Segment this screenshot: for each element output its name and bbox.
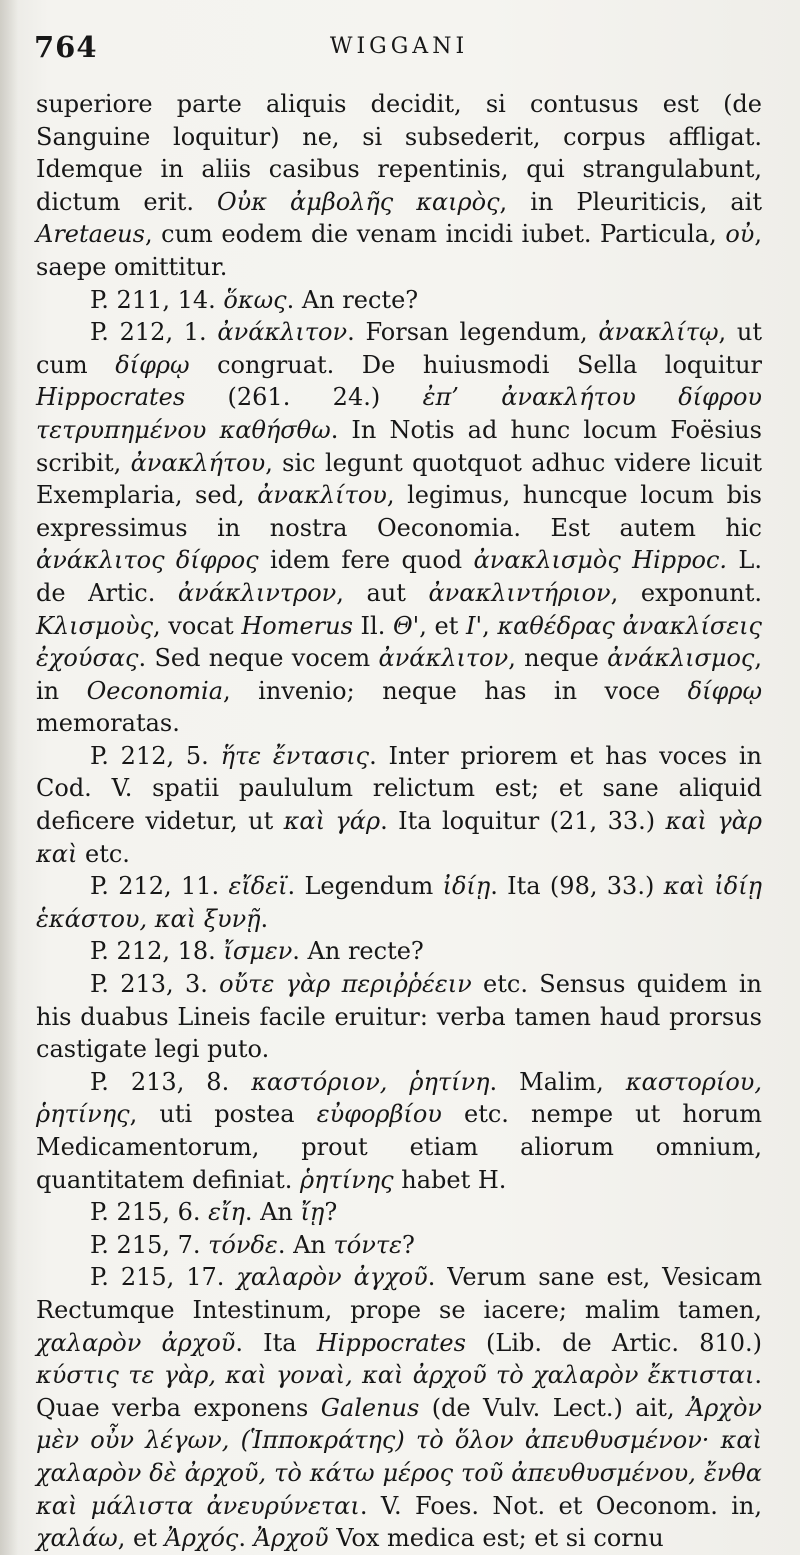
greek-term: ἀνάκλιτον [217,318,348,347]
text-run: , saepe omittitur. [36,220,762,281]
text-run: . Legendum [287,872,443,901]
text-run: (261. 24.) [185,383,423,412]
text-run [209,742,221,770]
page-line-reference: P. 211, 14. [90,285,216,314]
text-run: etc. nempe ut horum Medicamentorum, prout etiam aliorum omnium, quantitatem definiat. [36,1100,762,1194]
text-run [224,1263,236,1291]
page-line-reference: P. 212, 18. [90,937,216,966]
page-line-reference: P. 213, 3. [90,970,208,999]
text-run [201,1231,209,1259]
annotation-paragraph [36,870,762,935]
greek-term: τόντε [333,1230,402,1259]
text-run: , invenio; neque has in voce [223,676,688,705]
page-header [34,30,764,70]
page-line-reference: P. 212, 1. [90,318,207,347]
text-run: Vox medica est; et si cornu [328,1524,664,1553]
text-run: etc. [77,839,130,868]
text-run: . An recte? [292,937,424,966]
author-name: Hippocrates [36,383,186,412]
body-text [36,88,762,1555]
annotation-paragraph [36,1229,762,1262]
text-run: , legimus, huncque locum bis expressimus in nostra Oeconomia. Est autem hic [36,481,762,542]
greek-term: ἀνακλίτου [257,481,387,510]
text-run: . In Notis ad hunc locum Foësius scribit, [36,415,763,477]
text-run: . An [277,1230,334,1259]
greek-term: ἰδίῃ [442,872,491,901]
text-run: . Sed neque vocem [138,644,379,673]
text-run: idem fere quod [258,546,474,575]
text-run: (de Vulv. Lect.) ait, [419,1393,687,1422]
greek-term: ἀνακλισμὸς [473,546,621,575]
annotation-paragraph [36,968,762,1066]
greek-term: οὐ [725,220,755,249]
text-run [621,546,632,574]
greek-term: ἴῃ [300,1198,325,1227]
text-run: . Ita (98, 33.) [490,872,664,901]
text-run: congruat. De huiusmodi Sella loquitur [189,350,762,379]
page-line-reference: P. 212, 11. [90,872,220,901]
greek-term: δίφρῳ [115,350,190,379]
greek-term: ἴσμεν [223,937,293,966]
text-run: , sic legunt quotquot adhuc videre licuit Exemplaria, sed, [36,448,762,510]
greek-term: ἀνάκλιτον [378,644,509,673]
page-number: 764 [34,30,98,64]
annotation-paragraph [36,284,762,317]
continued-paragraph [36,88,762,284]
author-name: Galenus [320,1393,420,1422]
page-line-reference: P. 212, 5. [90,741,209,770]
text-run: , cum eodem die venam incidi iubet. Particula, [144,220,726,249]
text-run: , in Pleuriticis, ait [499,187,762,216]
text-run: superiore parte aliquis decidit, si contusus est (de Sanguine loquitur) ne, si subsederit, corpus affligat. Idemque in aliis casibus repentinis, qui strangulabunt, dictum erit. [36,90,762,216]
greek-term: ῥητίνης [300,1165,394,1194]
greek-term: χαλαρὸν ἀρχοῦ [36,1328,236,1357]
text-run: . Malim, [489,1067,626,1096]
greek-term: καστορίου, ῥητίνης [36,1067,762,1129]
text-run: , exponunt. [610,578,763,607]
text-run: etc. Sensus quidem in his duabus Lineis facile eruitur: verba tamen haud prorsus castigate legi puto. [36,970,762,1064]
text-run: habet H. [393,1165,507,1194]
text-run: , aut [336,578,429,607]
greek-term: κύστις τε γὰρ, καὶ γοναὶ, καὶ ἀρχοῦ τὸ χαλαρὸν ἔκτισται [36,1361,755,1390]
greek-term: Ἀρχὸν μὲν οὖν λέγων, (Ἱπποκράτης) τὸ ὅλον ἀπευθυσμένον· καὶ χαλαρὸν δὲ ἀρχοῦ, τὸ κάτω μέρος τοῦ ἀπευθυσμένου, ἔνθα καὶ μάλιστα ἀνευρύνεται [36,1393,762,1520]
greek-term: δίφρῳ [687,676,763,705]
text-run: , et [117,1524,165,1553]
text-run [229,1068,251,1096]
greek-term: ἥτε ἔντασις [220,741,370,770]
text-run: ', [475,611,498,640]
running-head: WIGGANI [329,34,469,59]
text-run: . An [244,1198,301,1227]
text-run [219,872,228,900]
text-run: L. de Artic. [36,546,762,607]
greek-term: εἴδεϊ [228,872,288,901]
page-line-reference: P. 215, 6. [90,1198,201,1227]
page-line-reference: P. 215, 7. [90,1230,201,1259]
annotation-paragraph [36,935,762,968]
text-run: , uti postea [129,1100,317,1129]
annotation-paragraph [36,1261,762,1554]
text-run: . An recte? [286,285,419,314]
annotation-paragraph [36,740,762,870]
text-run: memoratas. [36,709,180,738]
text-run: . V. Foes. Not. et Oeconom. in, [359,1491,763,1520]
greek-term: τόνδε [208,1230,278,1259]
greek-term: χαλάω [36,1524,118,1553]
greek-term: Ἀρχός [164,1524,239,1553]
greek-term: Ἀρχοῦ [253,1524,329,1553]
greek-term: ἐπ’ ἀνακλήτου δίφρου τετρυπημένου καθήσθω [36,383,763,444]
page-gutter-shadow [0,0,18,1555]
greek-term: Θ [392,611,413,640]
page-line-reference: P. 215, 17. [90,1263,225,1292]
text-run: . Forsan legendum, [347,318,599,347]
text-run: , in [36,644,763,705]
text-run: Il. [352,611,393,640]
text-run: ', et [412,611,467,640]
greek-term: ἀνάκλιτος δίφρος [36,546,259,575]
page-line-reference: P. 213, 8. [90,1067,230,1096]
text-run [207,318,218,346]
text-run: ? [401,1230,415,1259]
text-run: , ut cum [36,318,762,379]
text-run: (Lib. de Artic. 810.) [465,1328,762,1357]
text-run: , neque [508,644,608,673]
author-name: Hippoc. [632,546,728,575]
author-name: Oeconomia [86,676,224,705]
text-run: . Ita [235,1328,317,1357]
greek-term: εὐφορβίου [316,1100,442,1129]
text-run: . [238,1524,254,1553]
greek-term: ἀνάκλισμος [607,644,755,673]
greek-term: καθέδρας ἀνακλίσεις ἐχούσας [36,611,762,673]
text-run: . [260,904,269,933]
greek-term: καὶ γὰρ καὶ [36,807,762,868]
greek-term: χαλαρὸν ἀγχοῦ [236,1263,428,1292]
greek-term: οὔτε γὰρ περιῤῥέειν [219,970,472,999]
text-run [208,970,219,998]
text-run: ? [324,1198,338,1227]
greek-term: καὶ ἰδίῃ ἑκάστου, καὶ ξυνῇ [36,872,762,933]
text-run [201,1198,209,1226]
author-name: Aretaeus [36,220,145,249]
greek-term: καστόριον, ῥητίνη [251,1067,490,1096]
text-run: . Verum sane est, Vesicam Rectumque Intestinum, prope se iacere; malim tamen, [36,1263,763,1324]
author-name: Homerus [241,611,353,640]
text-run: . Ita loquitur (21, 33.) [380,807,666,836]
greek-term: ἀνακλήτου [130,448,266,477]
greek-term: ἀνακλίτῳ [598,318,719,347]
greek-term: Οὐκ ἀμβολῆς καιρὸς [217,187,500,216]
greek-term: ἀνακλιντήριον [428,578,611,607]
greek-term: καὶ γάρ [283,807,381,836]
text-run: . Inter priorem et has voces in Cod. V. spatii paululum relictum est; et sane aliquid deficere videtur, ut [36,741,762,836]
annotation-paragraph [36,316,762,740]
greek-term: Κλισμοὺς [36,611,154,640]
annotation-paragraph [36,1066,762,1196]
greek-term: ἀνάκλιντρον [177,578,337,607]
greek-term: εἴη [208,1198,245,1227]
greek-term: Ι [466,611,476,640]
author-name: Hippocrates [316,1328,466,1357]
annotation-paragraph [36,1196,762,1229]
greek-term: ὅκως [223,285,287,314]
text-run: , vocat [153,611,242,640]
text-run: . Quae verba exponens [36,1361,762,1422]
